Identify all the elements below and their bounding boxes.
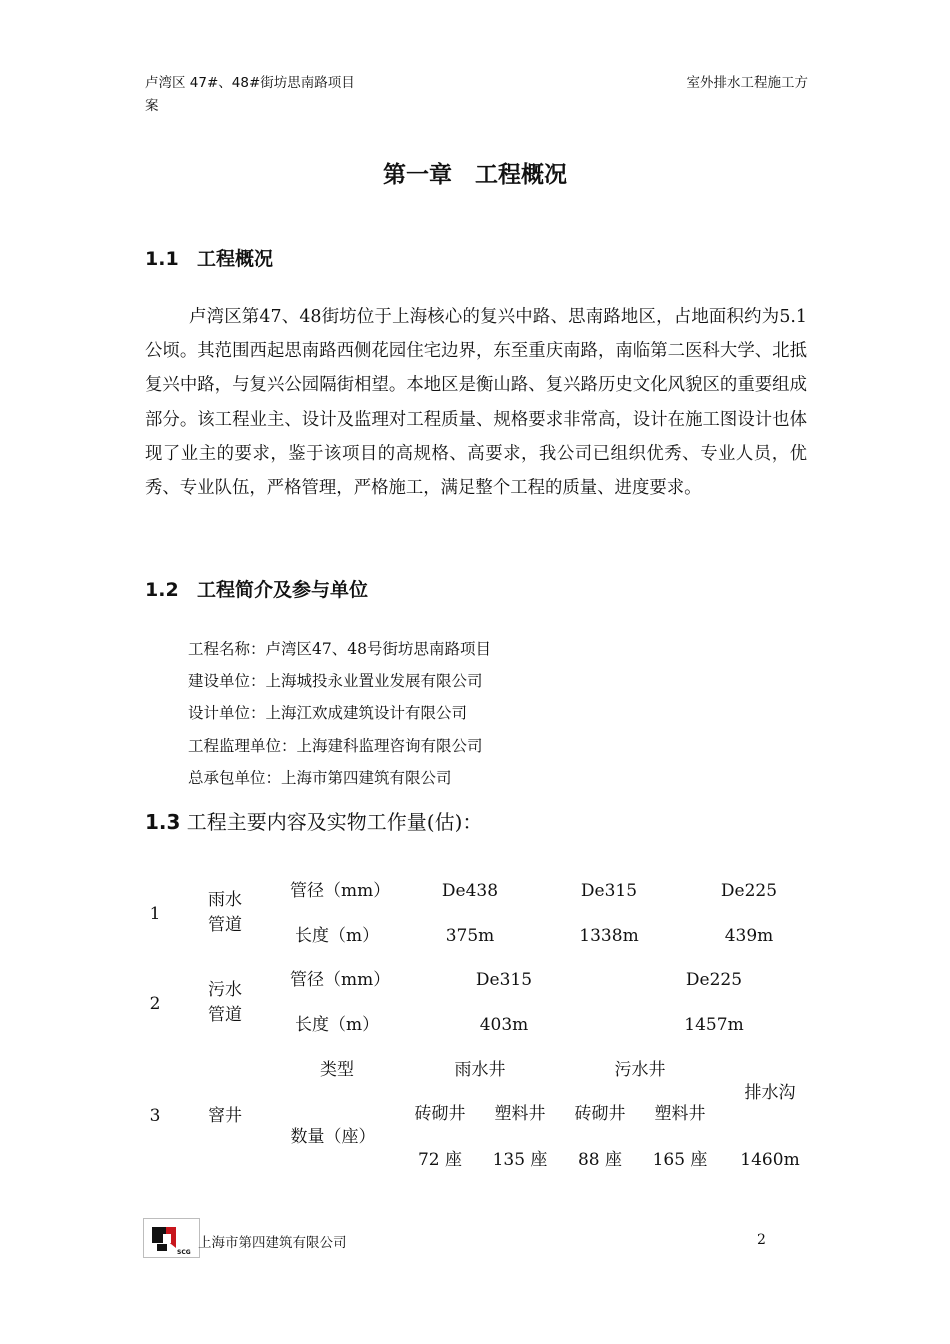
overview-paragraph: 卢湾区第47、48街坊位于上海核心的复兴中路、思南路地区，占地面积约为5.1公顷。其范围西起思南路西侧花园住宅边界，东至重庆南路，南临第二医科大学、北抵复兴中路，与复兴公园隔街相望。本地区是衡山路、复兴路历史文化风貌区的重要组成部分。该工程业主、设计及监理对工程质量、规格要求非常高，设计在施工图设计也体现了业主的要求，鉴于该项目的高规格、高要求，我公司已组织优秀、专业人员，优秀、专业队伍，严格管理，严格施工，满足整个工程的质量、进度要求。: [145, 307, 807, 499]
header-left-line1: 卢湾区 47#、48#街坊思南路项目: [145, 75, 355, 91]
sewage-diameter: De315: [475, 970, 533, 990]
well-subtype: 砖砌井: [574, 1104, 626, 1124]
row-index: 1: [149, 904, 161, 924]
rain-well-label: 雨水井: [454, 1060, 506, 1080]
builder-line: 建设单位：上海城投永业置业发展有限公司: [188, 672, 483, 690]
well-subtype: 塑料井: [654, 1104, 706, 1124]
project-name-line: 工程名称：卢湾区47、48号街坊思南路项目: [188, 640, 491, 658]
well-quantity: 88 座: [577, 1150, 623, 1170]
ditch-length: 1460m: [740, 1150, 800, 1170]
sewage-pipe-name: [208, 978, 242, 1028]
type-label: 类型: [320, 1060, 354, 1080]
rain-length: 375m: [445, 926, 495, 946]
sewage-well-label: 污水井: [614, 1060, 666, 1080]
wells-name: 窨井: [208, 1106, 242, 1126]
svg-text:SCG: SCG: [177, 1249, 191, 1256]
rain-length: 439m: [724, 926, 774, 946]
section-title: 工程简介及参与单位: [197, 579, 369, 601]
well-quantity: 165 座: [652, 1150, 708, 1170]
length-label: 长度（m）: [295, 1015, 380, 1035]
header-document-title: 室外排水工程施工方: [686, 75, 808, 91]
footer-company-name: 上海市第四建筑有限公司: [198, 1235, 347, 1251]
header-left-line2: 案: [145, 98, 159, 114]
section-number: 1.3: [145, 810, 181, 834]
scg-logo-icon: [143, 1218, 200, 1258]
supervisor-line: 工程监理单位：上海建科监理咨询有限公司: [188, 737, 483, 755]
rain-length: 1338m: [579, 926, 639, 946]
header-project-name: [145, 72, 405, 118]
section-heading-1-2: [145, 575, 368, 602]
length-label: 长度（m）: [295, 926, 380, 946]
sewage-length: 1457m: [684, 1015, 744, 1035]
well-quantity: 135 座: [492, 1150, 548, 1170]
rain-diameter: De438: [441, 881, 499, 901]
rain-pipe-name-line2: 管道: [208, 915, 242, 935]
row-index: 2: [149, 994, 161, 1014]
sewage-pipe-name-line2: 管道: [208, 1005, 242, 1025]
general-contractor-line: 总承包单位：上海市第四建筑有限公司: [188, 769, 452, 787]
sewage-pipe-name-line1: 污水: [208, 980, 242, 1000]
section-number: 1.1: [145, 248, 179, 270]
drain-ditch-label: 排水沟: [744, 1083, 796, 1103]
well-quantity: 72 座: [417, 1150, 463, 1170]
sewage-diameter: De225: [685, 970, 743, 990]
section-number: 1.2: [145, 579, 179, 601]
rain-pipe-name: [208, 888, 242, 938]
chapter-title: 第一章 工程概况: [383, 162, 567, 188]
sewage-length: 403m: [479, 1015, 529, 1035]
section-heading-1-3: [145, 806, 482, 835]
row-index: 3: [149, 1106, 161, 1126]
page-number: 2: [757, 1232, 766, 1248]
well-subtype: 塑料井: [494, 1104, 546, 1124]
well-subtype: 砖砌井: [414, 1104, 466, 1124]
quantity-label: 数量（座）: [290, 1127, 376, 1147]
section-title: 工程主要内容及实物工作量(估)：: [180, 810, 483, 834]
rain-pipe-name-line1: 雨水: [208, 890, 242, 910]
diameter-label: 管径（mm）: [290, 881, 391, 901]
rain-diameter: De225: [720, 881, 778, 901]
rain-diameter: De315: [580, 881, 638, 901]
company-logo: [143, 1218, 200, 1258]
section-title: 工程概况: [197, 248, 274, 270]
diameter-label: 管径（mm）: [290, 970, 391, 990]
designer-line: 设计单位：上海江欢成建筑设计有限公司: [188, 704, 468, 722]
section-heading-1-1: [145, 244, 273, 271]
